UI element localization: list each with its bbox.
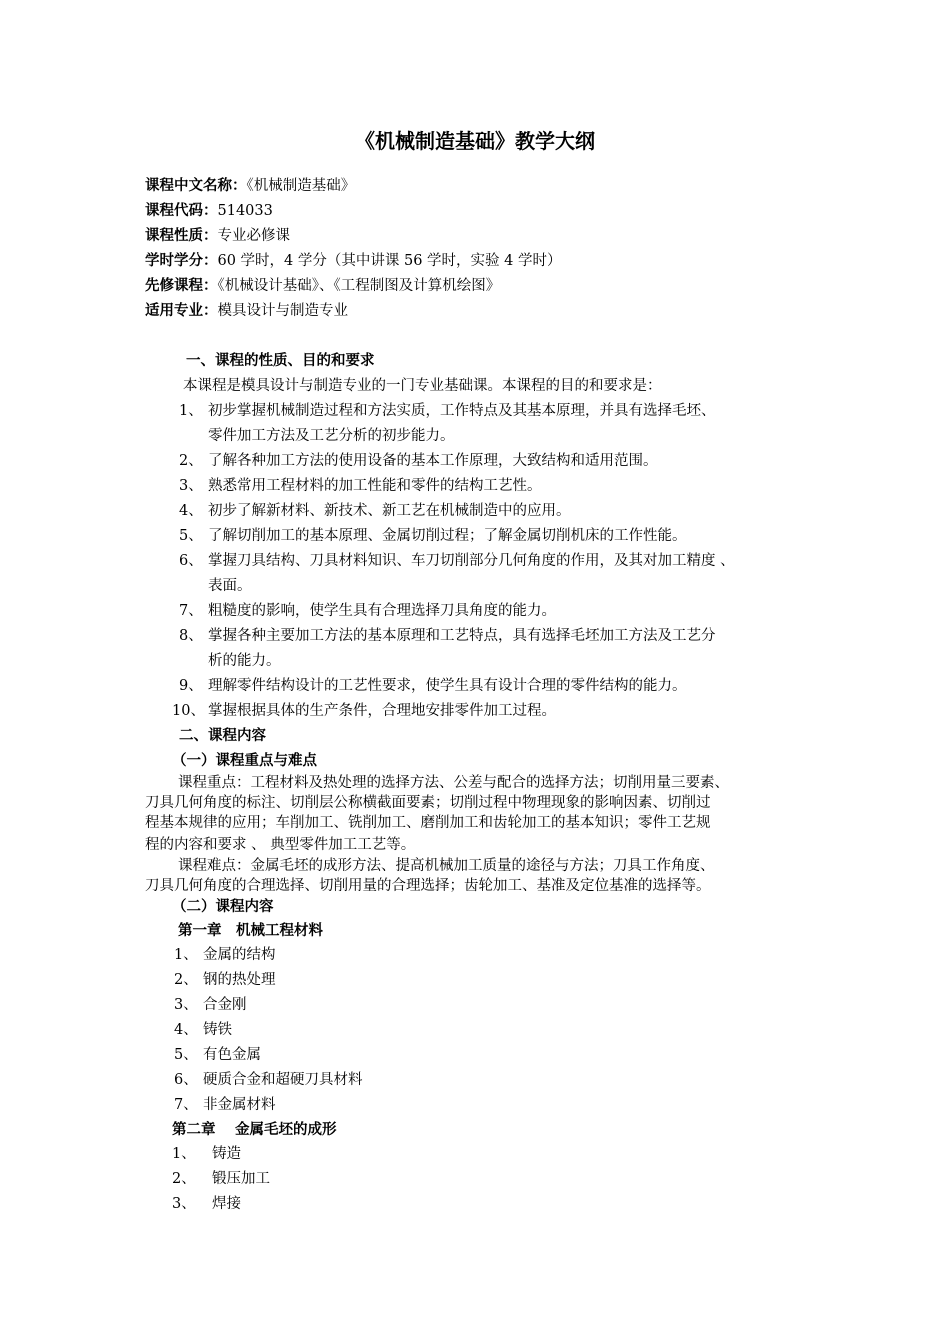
meta-value: 模具设计与制造专业 [217,303,348,319]
list-item-text: 析的能力。 [208,653,281,669]
list-item-number: 9、 [179,678,203,694]
list-item-text: 理解零件结构设计的工艺性要求，使学生具有设计合理的零件结构的能力。 [208,678,687,694]
list-item-text: 表面。 [208,578,252,594]
key-points-text: 课程重点：工程材料及热处理的选择方法、公差与配合的选择方法；切削用量三要素、 [178,775,729,791]
chapter-item-number: 3、 [174,997,198,1013]
meta-value: 60 学时，4 学分（其中讲课 56 学时，实验 4 学时） [217,253,562,269]
list-item-text: 了解切削加工的基本原理、金属切削过程；了解金属切削机床的工作性能。 [208,528,687,544]
chapter-item-text: 锻压加工 [212,1171,270,1187]
chapter-item-number: 6、 [174,1072,198,1088]
meta-value: 专业必修课 [217,228,290,244]
meta-key: 课程中文名称： [145,178,247,194]
chapter-item-text: 金属的结构 [203,947,276,963]
list-item-text: 零件加工方法及工艺分析的初步能力。 [208,428,455,444]
meta-key: 先修课程： [145,278,218,294]
chapter-item-text: 焊接 [212,1196,241,1212]
list-item-text: 初步掌握机械制造过程和方法实质，工作特点及其基本原理，并具有选择毛坯、 [208,403,716,419]
key-points-text: 程的内容和要求 、 典型零件加工工艺等。 [145,837,416,853]
chapter-item-number: 7、 [174,1097,198,1113]
list-item-text: 掌握根据具体的生产条件，合理地安排零件加工过程。 [208,703,556,719]
chapter-item-number: 1、 [172,1146,196,1162]
chapter-item-number: 2、 [172,1171,196,1187]
list-item-number: 3、 [179,478,203,494]
list-item-number: 1、 [179,403,203,419]
chapter-item-number: 2、 [174,972,198,988]
meta-key: 课程代码： [145,203,218,219]
list-item-text: 掌握各种主要加工方法的基本原理和工艺特点，具有选择毛坯加工方法及工艺分 [208,628,716,644]
list-item-text: 了解各种加工方法的使用设备的基本工作原理，大致结构和适用范围。 [208,453,658,469]
difficulties-text: 刀具几何角度的合理选择、切削用量的合理选择；齿轮加工、基准及定位基准的选择等。 [145,878,711,894]
list-item-number: 2、 [179,453,203,469]
list-item-number: 4、 [179,503,203,519]
list-item-text: 掌握刀具结构、刀具材料知识、车刀切削部分几何角度的作用，及其对加工精度 、 [208,553,735,569]
chapter-item-text: 非金属材料 [203,1097,276,1113]
section2-sub1-heading: （一）课程重点与难点 [172,753,317,769]
list-item-number: 8、 [179,628,203,644]
meta-course-code [145,201,273,221]
list-item-text: 熟悉常用工程材料的加工性能和零件的结构工艺性。 [208,478,542,494]
section1-intro: 本课程是模具设计与制造专业的一门专业基础课。本课程的目的和要求是： [183,378,662,394]
list-item-number: 10、 [172,703,205,719]
chapter-item-text: 合金刚 [203,997,247,1013]
meta-course-type [145,226,290,246]
meta-value: 514033 [217,203,273,219]
key-points-text: 刀具几何角度的标注、切削层公称横截面要素；切削过程中物理现象的影响因素、切削过 [145,795,711,811]
chapter-item-number: 5、 [174,1047,198,1063]
chapter-item-number: 4、 [174,1022,198,1038]
list-item-number: 6、 [179,553,203,569]
list-item-number: 7、 [179,603,203,619]
section2-heading: 二、课程内容 [179,728,266,744]
chapter-item-text: 铸铁 [203,1022,232,1038]
document-title: 《机械制造基础》教学大纲 [355,129,595,153]
meta-value: 《机械制造基础》 [246,178,356,194]
chapter-item-number: 1、 [174,947,198,963]
chapter-item-text: 有色金属 [203,1047,261,1063]
chapter-item-text: 钢的热处理 [203,972,276,988]
chapter-item-text: 铸造 [212,1146,241,1162]
section1-heading: 一、课程的性质、目的和要求 [186,353,375,369]
meta-hours-credits [145,251,562,271]
meta-key: 学时学分： [145,253,218,269]
chapter-item-number: 3、 [172,1196,196,1212]
chapter2-title: 第二章 金属毛坯的成形 [172,1122,337,1138]
meta-key: 适用专业： [145,303,218,319]
meta-major [145,301,348,321]
meta-value: 《机械设计基础》、《工程制图及计算机绘图》 [217,278,501,294]
list-item-number: 5、 [179,528,203,544]
list-item-text: 初步了解新材料、新技术、新工艺在机械制造中的应用。 [208,503,571,519]
section2-sub2-heading: （二）课程内容 [172,899,274,915]
meta-prerequisites [145,276,500,296]
difficulties-text: 课程难点：金属毛坯的成形方法、提高机械加工质量的途径与方法；刀具工作角度、 [178,858,715,874]
key-points-text: 程基本规律的应用；车削加工、铣削加工、磨削加工和齿轮加工的基本知识；零件工艺规 [145,815,711,831]
meta-course-name [145,176,355,196]
list-item-text: 粗糙度的影响，使学生具有合理选择刀具角度的能力。 [208,603,556,619]
meta-key: 课程性质： [145,228,218,244]
chapter-item-text: 硬质合金和超硬刀具材料 [203,1072,363,1088]
chapter1-title: 第一章 机械工程材料 [178,923,323,939]
